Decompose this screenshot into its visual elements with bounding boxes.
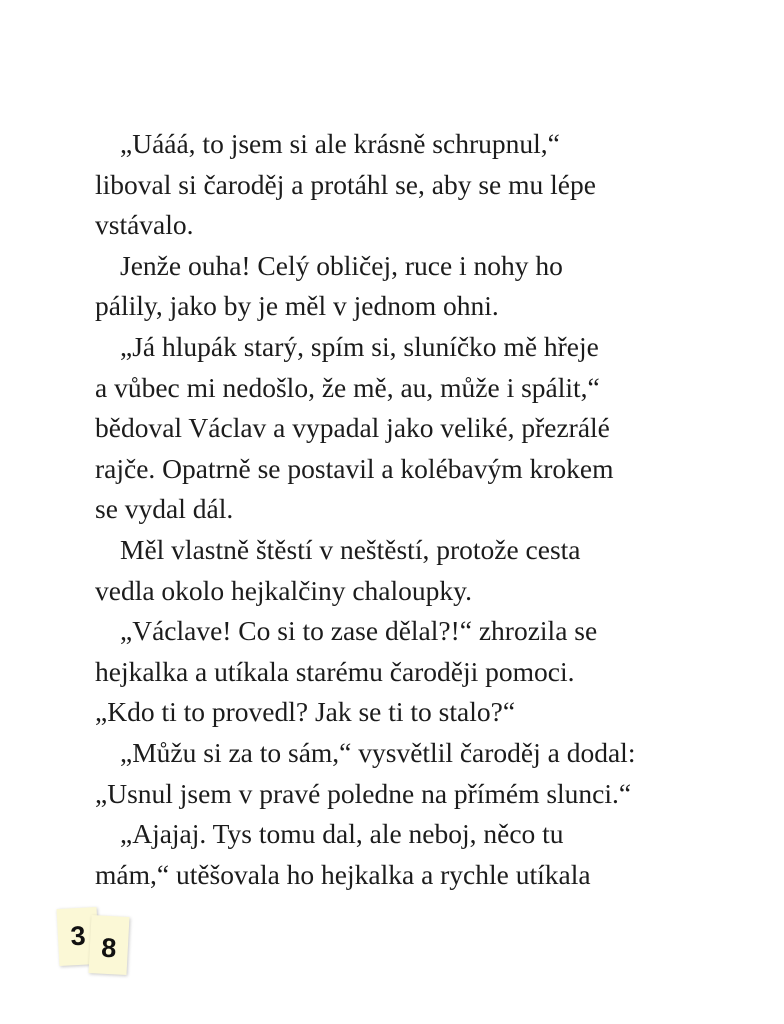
text-line: a vůbec mi nedošlo, že mě, au, může i spálit,“ — [95, 371, 600, 403]
text-line: rajče. Opatrně se postavil a kolébavým krokem — [95, 452, 614, 484]
text-line: pálily, jako by je měl v jednom ohni. — [95, 290, 499, 322]
text-line: „Uááá, to jsem si ale krásně schrupnul,“ — [120, 128, 560, 159]
text-line: „Václave! Co si to zase dělal?!“ zhrozila se — [120, 615, 598, 647]
text-line: liboval si čaroděj a protáhl se, aby se mu lépe — [95, 168, 596, 200]
text-line: Jenže ouha! Celý obličej, ruce i nohy ho — [120, 249, 563, 281]
text-line: „Kdo ti to provedl? Jak se ti to stalo?“ — [95, 696, 516, 728]
page-number-digit: 8 — [100, 932, 118, 963]
text-line: vstávalo. — [95, 209, 194, 241]
text-line: „Usnul jsem v pravé poledne na přímém slunci.“ — [95, 777, 632, 809]
page-number-digit: 3 — [69, 920, 87, 952]
text-line: „Ajajaj. Tys tomu dal, ale neboj, něco tu — [120, 818, 564, 850]
page-number-badge — [52, 900, 142, 986]
text-line: „Můžu si za to sám,“ vysvětlil čaroděj a dodal: — [120, 736, 636, 768]
text-line: Měl vlastně štěstí v neštěstí, protože cesta — [120, 533, 581, 565]
page-number-digit-card — [89, 915, 130, 975]
story-text — [95, 124, 695, 895]
text-line: hejkalka a utíkala starému čaroději pomoci. — [95, 655, 575, 687]
text-line: „Já hlupák starý, spím si, sluníčko mě hřeje — [120, 330, 599, 362]
text-line: vedla okolo hejkalčiny chaloupky. — [95, 574, 472, 606]
text-line: se vydal dál. — [95, 493, 234, 525]
text-line: mám,“ utěšovala ho hejkalka a rychle utíkala — [95, 858, 591, 890]
text-line: bědoval Václav a vypadal jako veliké, přezrálé — [95, 412, 610, 444]
